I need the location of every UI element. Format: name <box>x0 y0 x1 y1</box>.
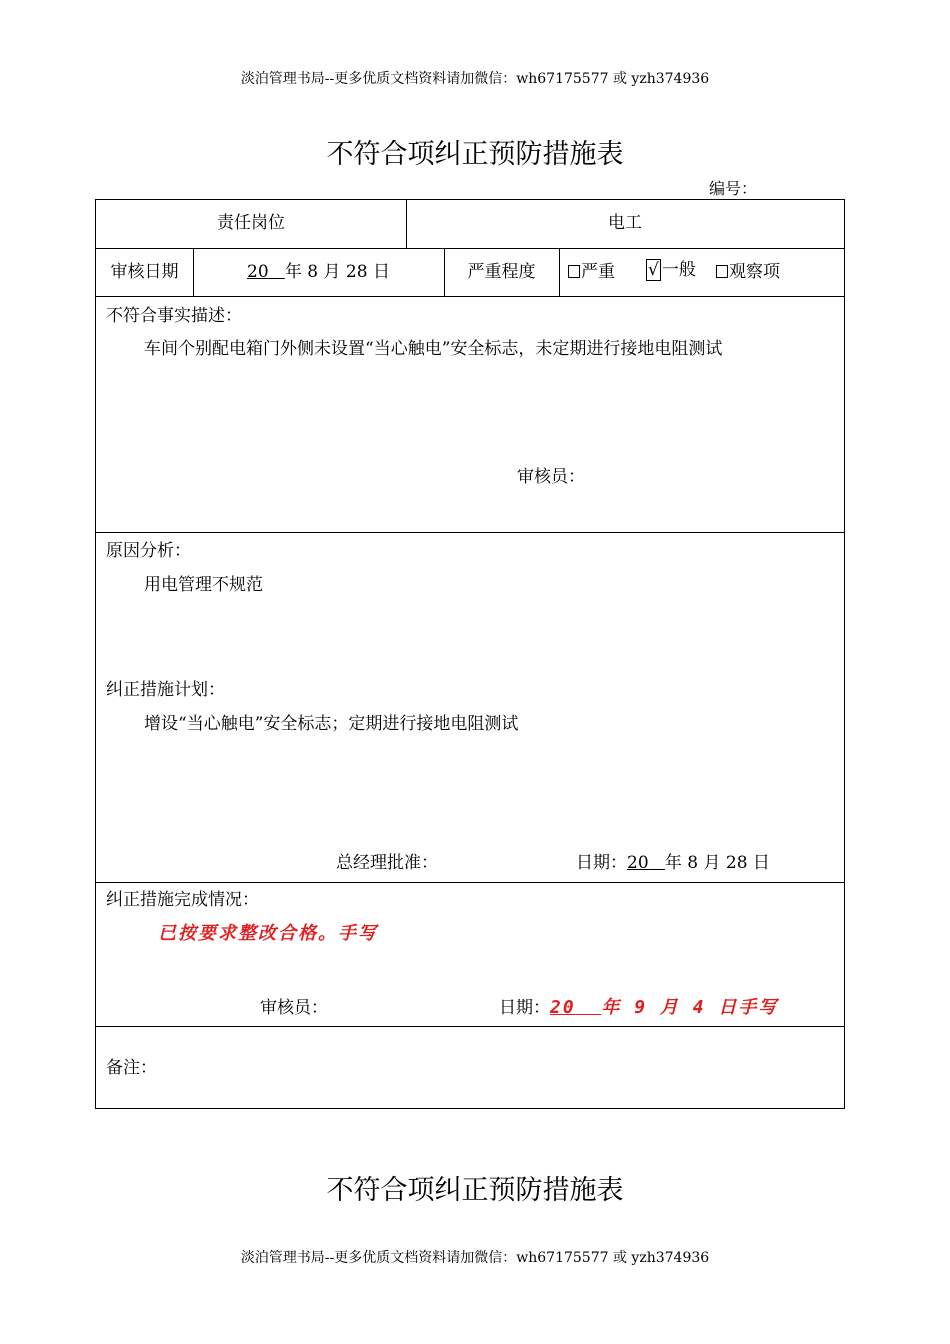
unchecked-checkbox-icon <box>568 265 580 278</box>
audit-date-label: 审核日期 <box>110 262 179 282</box>
audit-date-suffix: 年 8 月 28 日 <box>284 262 390 282</box>
severity-label: 严重程度 <box>467 262 536 282</box>
completion-label: 纠正措施完成情况： <box>106 890 259 910</box>
column-divider <box>559 248 560 296</box>
severity-option-label: 严重 <box>581 262 615 282</box>
nonconformity-label: 不符合事实描述： <box>106 306 242 326</box>
approval-label: 总经理批准： <box>336 853 438 873</box>
form-title-repeat: 不符合项纠正预防措施表 <box>326 1175 624 1206</box>
number-label: 编号： <box>709 179 758 198</box>
page-header: 淡泊管理书局--更多优质文档资料请加微信：wh67175577 或 yzh374936 <box>240 71 710 87</box>
plan-date-prefix: 20 <box>627 853 649 873</box>
plan-label: 纠正措施计划： <box>106 680 225 700</box>
row-divider <box>96 248 844 249</box>
plan-date-label: 日期： <box>576 853 627 873</box>
severity-option-general[interactable] <box>646 255 696 281</box>
plan-date-suffix: 年 8 月 28 日 <box>664 853 770 873</box>
audit-date-prefix: 20 <box>247 262 269 282</box>
page-footer: 淡泊管理书局--更多优质文档资料请加微信：wh67175577 或 yzh374936 <box>240 1250 710 1266</box>
audit-date-value <box>193 257 444 282</box>
remarks-label: 备注： <box>106 1058 157 1078</box>
responsible-post-value: 电工 <box>608 213 642 233</box>
completion-date <box>499 993 778 1019</box>
checked-checkbox-icon: √ <box>648 260 659 280</box>
completion-date-blank <box>576 997 602 1018</box>
row-divider <box>96 1026 844 1027</box>
audit-date-blank <box>269 262 285 282</box>
row-divider <box>96 882 844 883</box>
cause-label: 原因分析： <box>106 541 191 561</box>
completion-auditor-label: 审核员： <box>260 998 328 1018</box>
completion-date-label: 日期： <box>499 998 550 1018</box>
row-divider <box>96 532 844 533</box>
nonconformity-auditor-label: 审核员： <box>517 467 585 487</box>
responsible-post-label: 责任岗位 <box>217 213 285 233</box>
row-divider <box>96 296 844 297</box>
severity-option-label: 观察项 <box>729 262 780 282</box>
completion-date-prefix: 20 <box>550 997 576 1018</box>
form-table <box>95 199 845 1109</box>
severity-option-observation[interactable] <box>716 257 780 282</box>
form-title: 不符合项纠正预防措施表 <box>326 139 624 170</box>
completion-date-suffix: 年 9 月 4 日手写 <box>601 997 779 1018</box>
unchecked-checkbox-icon <box>716 265 728 278</box>
cause-text: 用电管理不规范 <box>144 575 263 595</box>
severity-option-label: 一般 <box>661 260 696 280</box>
completion-handwritten: 已按要求整改合格。手写 <box>158 923 378 944</box>
plan-date-blank <box>649 853 665 873</box>
nonconformity-text: 车间个别配电箱门外侧未设置“当心触电”安全标志，未定期进行接地电阻测试 <box>144 339 723 359</box>
plan-text: 增设“当心触电”安全标志；定期进行接地电阻测试 <box>144 714 519 734</box>
severity-option-serious[interactable] <box>568 257 615 282</box>
plan-date <box>576 848 770 873</box>
